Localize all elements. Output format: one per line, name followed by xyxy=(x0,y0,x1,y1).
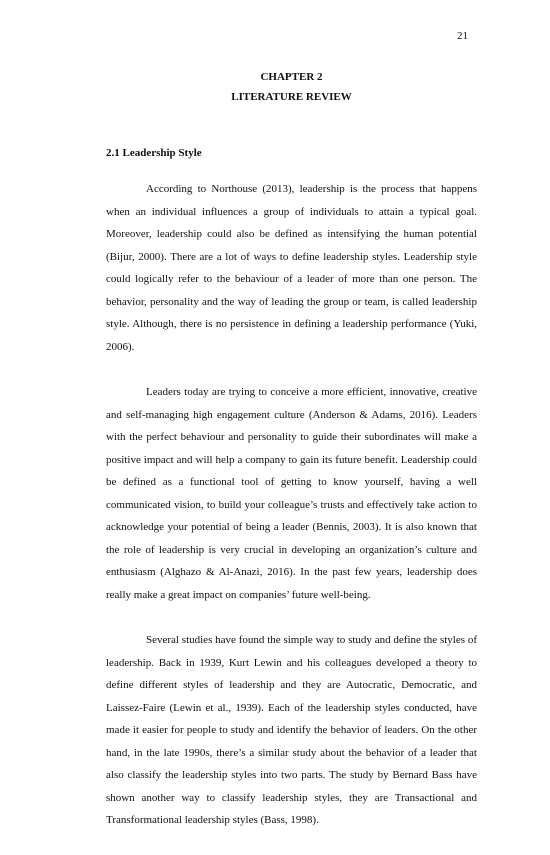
chapter-name: LITERATURE REVIEW xyxy=(231,91,352,103)
paragraph-3: Several studies have found the simple way to study and define the styles of leadership. Back in 1939, Kurt Lewin and his colleagues developed a theory to define different styles of leadership and they are Autocratic, Democratic, and Laissez-Faire (Lewin et al., 1939). Each of the leadership styles conducted, have made it easier for people to study and identify the behavior of leaders. On the other hand, in the late 1990s, there’s a similar study about the behavior of a leader that also classify the leadership styles into two parts. The study by Bernard Bass have shown another way to classify leadership styles, they are Transactional and Transformational leadership styles (Bass, 1998). xyxy=(106,634,477,826)
section-heading: 2.1 Leadership Style xyxy=(106,147,202,159)
chapter-number: CHAPTER 2 xyxy=(260,71,323,83)
chapter-title xyxy=(0,67,550,107)
page-number: 21 xyxy=(457,30,468,42)
paragraph-2: Leaders today are trying to conceive a more efficient, innovative, creative and self-managing high engagement culture (Anderson & Adams, 2016). Leaders with the perfect behaviour and personality to guide their subordinates will make a positive impact and will help a company to gain its future benefit. Leadership could be defined as a functional tool of getting to know yourself, having a well communicated vision, to build your colleague’s trusts and effectively take action to acknowledge your potential of being a leader (Bennis, 2003). It is also known that the role of leadership is very crucial in developing an organization’s culture and enthusiasm (Alghazo & Al-Anazi, 2016). In the past few years, leadership does really make a great impact on companies’ future well-being. xyxy=(106,386,477,601)
body-text xyxy=(106,178,477,855)
paragraph-1: According to Northouse (2013), leadership is the process that happens when an individual influences a group of individuals to attain a typical goal. Moreover, leadership could also be defined as intensifying the human potential (Bijur, 2000). There are a lot of ways to define leadership styles. Leadership style could logically refer to the behaviour of a leader of more than one person. The behavior, personality and the way of leading the group or team, is called leadership style. Although, there is no persistence in defining a leadership performance (Yuki, 2006). xyxy=(106,183,477,353)
